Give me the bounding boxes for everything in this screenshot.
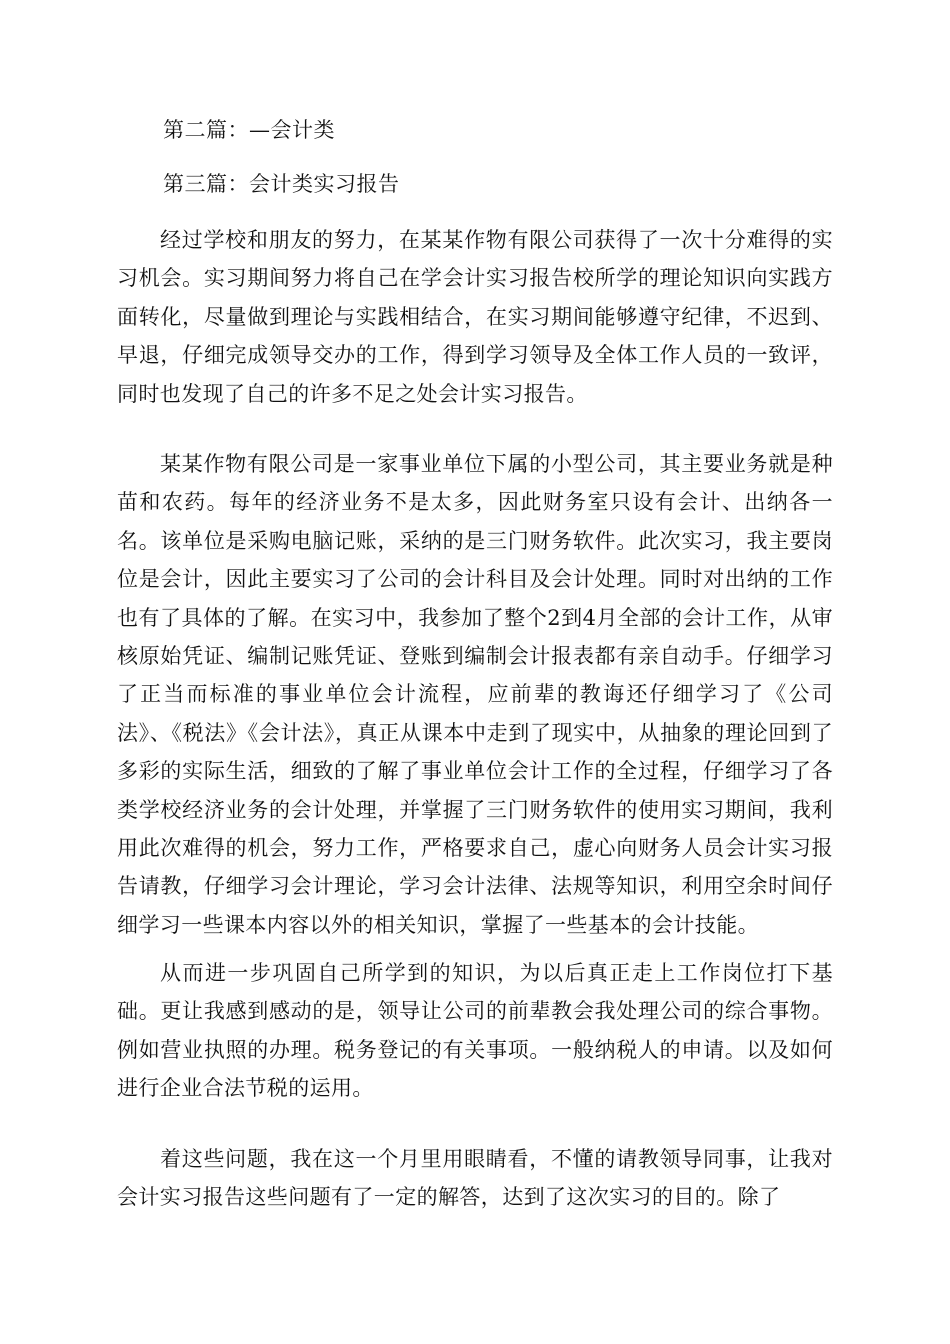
body-paragraph-3: 从而进一步巩固自己所学到的知识，为以后真正走上工作岗位打下基础。更让我感到感动的是，领导让公司的前辈教会我处理公司的综合事物。例如营业执照的办理。税务登记的有关事项。一般纳税人的申请。以及如何进行企业合法节税的运用。 xyxy=(117,961,833,1101)
section-heading-2: 第二篇：—会计类 xyxy=(163,118,335,142)
body-paragraph-4: 着这些问题，我在这一个月里用眼睛看，不懂的请教领导同事，让我对会计实习报告这些问题有了一定的解答，达到了这次实习的目的。除了 xyxy=(117,1147,833,1210)
body-paragraph-2: 某某作物有限公司是一家事业单位下属的小型公司，其主要业务就是种苗和农药。每年的经济业务不是太多，因此财务室只设有会计、出纳各一名。该单位是采购电脑记账，采纳的是三门财务软件。此次实习，我主要岗位是会计，因此主要实习了公司的会计科目及会计处理。同时对出纳的工作也有了具体的了解。在实习中，我参加了整个2到4月全部的会计工作，从审核原始凭证、编制记账凭证、登账到编制会计报表都有亲自动手。仔细学习了正当而标准的事业单位会计流程，应前辈的教诲还仔细学习了《公司法》、《税法》《会计法》，真正从课本中走到了现实中，从抽象的理论回到了多彩的实际生活，细致的了解了事业单位会计工作的全过程，仔细学习了各类学校经济业务的会计处理，并掌握了三门财务软件的使用实习期间，我利用此次难得的机会，努力工作，严格要求自己，虚心向财务人员会计实习报告请教，仔细学习会计理论，学习会计法律、法规等知识，利用空余时间仔细学习一些课本内容以外的相关知识，掌握了一些基本的会计技能。 xyxy=(117,452,833,937)
section-heading-3: 第三篇：会计类实习报告 xyxy=(163,172,400,196)
body-paragraph-1: 经过学校和朋友的努力，在某某作物有限公司获得了一次十分难得的实习机会。实习期间努力将自己在学会计实习报告校所学的理论知识向实践方面转化，尽量做到理论与实践相结合，在实习期间能够遵守纪律，不迟到、早退，仔细完成领导交办的工作，得到学习领导及全体工作人员的一致评，同时也发现了自己的许多不足之处会计实习报告。 xyxy=(117,228,833,406)
